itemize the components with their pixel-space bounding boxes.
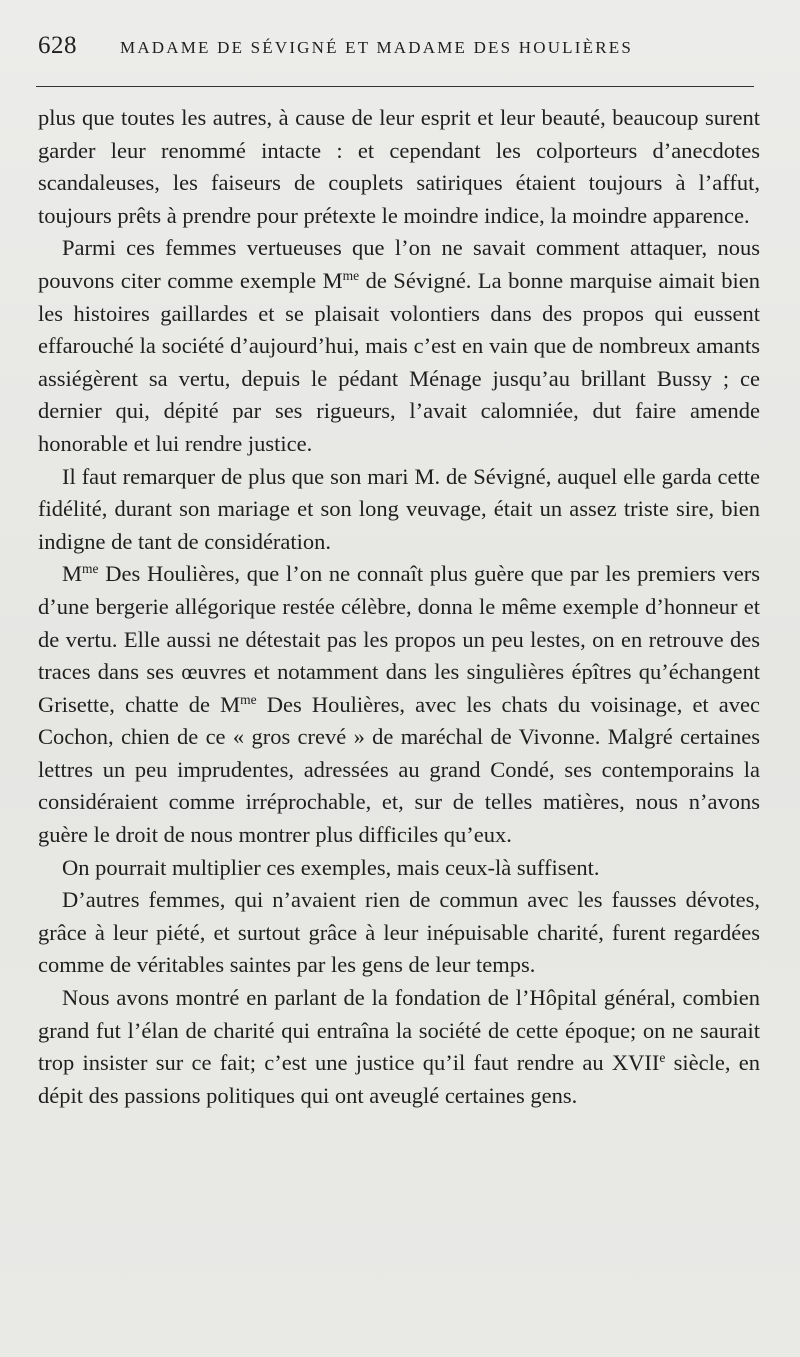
paragraph: Parmi ces femmes vertueuses que l’on ne savait comment attaquer, nous pouvons citer comme exemple $M^{me}$ de Sévigné. La bonne marquise aimait bien les histoires gaillardes et se plaisait volontiers dans des propos qui eussent effarouché la société d’aujourd’hui, mais c’est en vain que de nombreux amants assiégèrent sa vertu, depuis le pédant Ménage jusqu’au brillant Bussy ; ce dernier qui, dépité par ses rigueurs, l’avait calomniée, dut faire amende honorable et lui rendre justice. [38, 235, 760, 456]
paragraph: plus que toutes les autres, à cause de leur esprit et leur beauté, beaucoup surent garder leur renommé intacte : et cependant les colporteurs d’anecdotes scandaleuses, les faiseurs de couplets satiriques étaient toujours à l’affut, toujours prêts à prendre pour prétexte le moindre indice, la moindre apparence. [38, 105, 760, 228]
header-rule [36, 86, 754, 87]
paragraph: D’autres femmes, qui n’avaient rien de commun avec les fausses dévotes, grâce à leur piété, et surtout grâce à leur inépuisable charité, furent regardées comme de véritables saintes par les gens de leur temps. [38, 887, 760, 978]
superscript: me [240, 691, 257, 707]
superscript: me [342, 267, 360, 283]
superscript: me [82, 561, 99, 577]
paragraph: $M^{me}$ Des Houlières, que l’on ne connaît plus guère que par les premiers vers d’une bergerie allégorique restée célèbre, donna le même exemple d’honneur et de vertu. Elle aussi ne détestait pas les propos un peu lestes, on en retrouve des traces dans ses œuvres et notamment dans les singulières épîtres qu’échangent Grisette, chatte de $M^{me}$ Des Houlières, avec les chats du voisinage, et avec Cochon, chien de ce « gros crevé » de maréchal de Vivonne. Malgré certaines lettres un peu imprudentes, adressées au grand Condé, ses contemporains la considéraient comme irréprochable, et, sur de telles matières, nous n’avons guère le droit de nous montrer plus difficiles qu’eux. [38, 561, 761, 848]
body-text [38, 102, 760, 1112]
paragraph: On pourrait multiplier ces exemples, mais ceux-là suffisent. [62, 854, 600, 880]
superscript: e [659, 1050, 666, 1066]
paragraph: Il faut remarquer de plus que son mari M. de Sévigné, auquel elle garda cette fidélité, durant son mariage et son long veuvage, était un assez triste sire, bien indigne de tant de considération. [38, 463, 760, 554]
paragraph: Nous avons montré en parlant de la fondation de l’Hôpital général, combien grand fut l’élan de charité qui entraîna la société de cette époque; on ne saurait trop insister sur ce fait; c’est une justice qu’il faut rendre au XVIIe siècle, en dépit des passions politiques qui ont aveuglé certaines gens. [38, 985, 760, 1108]
running-title: MADAME DE SÉVIGNÉ ET MADAME DES HOULIÈRES [120, 38, 633, 57]
page-header [38, 32, 758, 72]
page-number: 628 [38, 32, 77, 59]
